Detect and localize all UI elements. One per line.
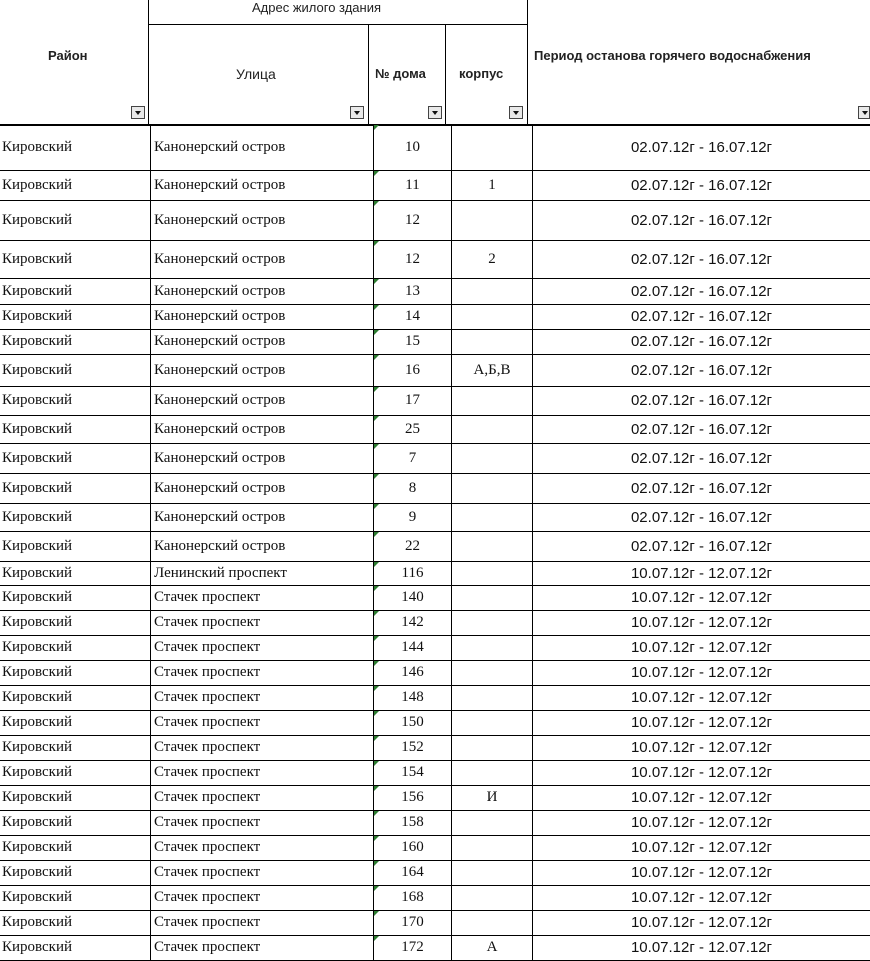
cell-building[interactable] xyxy=(452,415,533,443)
cell-district[interactable]: Кировский xyxy=(0,415,151,443)
cell-district[interactable]: Кировский xyxy=(0,835,151,860)
cell-street[interactable]: Стачек проспект xyxy=(151,610,374,635)
cell-street[interactable]: Стачек проспект xyxy=(151,935,374,960)
table-row[interactable] xyxy=(0,170,870,200)
cell-district[interactable]: Кировский xyxy=(0,635,151,660)
cell-district[interactable]: Кировский xyxy=(0,810,151,835)
cell-street[interactable]: Канонерский остров xyxy=(151,125,374,170)
cell-district[interactable]: Кировский xyxy=(0,585,151,610)
cell-period[interactable]: 02.07.12г - 16.07.12г xyxy=(533,200,870,240)
cell-house-number[interactable]: 7 xyxy=(374,443,452,473)
header-building: корпус xyxy=(459,66,503,81)
filter-building-dropdown[interactable] xyxy=(509,106,523,119)
filter-street-dropdown[interactable] xyxy=(350,106,364,119)
cell-building[interactable] xyxy=(452,443,533,473)
cell-period[interactable]: 02.07.12г - 16.07.12г xyxy=(533,304,870,329)
cell-street[interactable]: Стачек проспект xyxy=(151,760,374,785)
cell-district[interactable]: Кировский xyxy=(0,660,151,685)
cell-street[interactable]: Стачек проспект xyxy=(151,635,374,660)
cell-house-number[interactable]: 168 xyxy=(374,885,452,910)
cell-period[interactable]: 10.07.12г - 12.07.12г xyxy=(533,910,870,935)
cell-building[interactable] xyxy=(452,635,533,660)
cell-street[interactable]: Стачек проспект xyxy=(151,685,374,710)
header-divider xyxy=(148,24,528,25)
data-table xyxy=(0,125,870,961)
table-row[interactable] xyxy=(0,635,870,660)
cell-house-number[interactable]: 152 xyxy=(374,735,452,760)
cell-street[interactable]: Канонерский остров xyxy=(151,531,374,561)
cell-house-number[interactable]: 14 xyxy=(374,304,452,329)
cell-building[interactable] xyxy=(452,531,533,561)
cell-building[interactable] xyxy=(452,473,533,503)
cell-house-number[interactable]: 140 xyxy=(374,585,452,610)
cell-period[interactable]: 10.07.12г - 12.07.12г xyxy=(533,685,870,710)
cell-period[interactable]: 10.07.12г - 12.07.12г xyxy=(533,735,870,760)
cell-period[interactable]: 02.07.12г - 16.07.12г xyxy=(533,170,870,200)
cell-building[interactable] xyxy=(452,835,533,860)
header-period: Период останова горячего водоснабжения xyxy=(534,48,870,63)
table-row[interactable] xyxy=(0,415,870,443)
table-row[interactable] xyxy=(0,735,870,760)
cell-district[interactable]: Кировский xyxy=(0,935,151,960)
cell-house-number[interactable]: 12 xyxy=(374,200,452,240)
cell-district[interactable]: Кировский xyxy=(0,685,151,710)
header-address-group: Адрес жилого здания xyxy=(252,0,381,15)
cell-street[interactable]: Стачек проспект xyxy=(151,710,374,735)
cell-house-number[interactable]: 13 xyxy=(374,278,452,304)
cell-street[interactable]: Ленинский проспект xyxy=(151,561,374,585)
table-row[interactable] xyxy=(0,885,870,910)
cell-street[interactable]: Канонерский остров xyxy=(151,329,374,354)
cell-house-number[interactable]: 144 xyxy=(374,635,452,660)
header-divider xyxy=(148,0,149,125)
table-row[interactable] xyxy=(0,710,870,735)
cell-district[interactable]: Кировский xyxy=(0,760,151,785)
table-row[interactable] xyxy=(0,240,870,278)
cell-period[interactable]: 10.07.12г - 12.07.12г xyxy=(533,635,870,660)
table-row[interactable] xyxy=(0,503,870,531)
cell-house-number[interactable]: 10 xyxy=(374,125,452,170)
header-divider xyxy=(445,24,446,125)
cell-period[interactable]: 10.07.12г - 12.07.12г xyxy=(533,860,870,885)
table-row[interactable] xyxy=(0,354,870,386)
cell-street[interactable]: Стачек проспект xyxy=(151,910,374,935)
cell-house-number[interactable]: 160 xyxy=(374,835,452,860)
cell-house-number[interactable]: 15 xyxy=(374,329,452,354)
cell-street[interactable]: Канонерский остров xyxy=(151,304,374,329)
cell-building[interactable] xyxy=(452,200,533,240)
cell-building[interactable]: 2 xyxy=(452,240,533,278)
cell-period[interactable]: 02.07.12г - 16.07.12г xyxy=(533,443,870,473)
cell-house-number[interactable]: 8 xyxy=(374,473,452,503)
cell-street[interactable]: Стачек проспект xyxy=(151,885,374,910)
cell-district[interactable]: Кировский xyxy=(0,561,151,585)
cell-period[interactable]: 10.07.12г - 12.07.12г xyxy=(533,710,870,735)
table-row[interactable] xyxy=(0,561,870,585)
cell-house-number[interactable]: 150 xyxy=(374,710,452,735)
cell-period[interactable]: 10.07.12г - 12.07.12г xyxy=(533,660,870,685)
filter-district-dropdown[interactable] xyxy=(131,106,145,119)
header-street: Улица xyxy=(236,66,276,82)
cell-street[interactable]: Стачек проспект xyxy=(151,585,374,610)
cell-street[interactable]: Канонерский остров xyxy=(151,503,374,531)
cell-district[interactable]: Кировский xyxy=(0,610,151,635)
table-row[interactable] xyxy=(0,785,870,810)
cell-building[interactable] xyxy=(452,885,533,910)
cell-street[interactable]: Канонерский остров xyxy=(151,386,374,415)
header-divider xyxy=(368,24,369,125)
table-row[interactable] xyxy=(0,443,870,473)
cell-street[interactable]: Канонерский остров xyxy=(151,354,374,386)
cell-period[interactable]: 02.07.12г - 16.07.12г xyxy=(533,503,870,531)
cell-period[interactable]: 02.07.12г - 16.07.12г xyxy=(533,240,870,278)
cell-building[interactable] xyxy=(452,710,533,735)
table-row[interactable] xyxy=(0,329,870,354)
cell-period[interactable]: 10.07.12г - 12.07.12г xyxy=(533,885,870,910)
cell-district[interactable]: Кировский xyxy=(0,503,151,531)
cell-building[interactable]: И xyxy=(452,785,533,810)
table-row[interactable] xyxy=(0,585,870,610)
cell-house-number[interactable]: 16 xyxy=(374,354,452,386)
cell-building[interactable] xyxy=(452,386,533,415)
cell-house-number[interactable]: 12 xyxy=(374,240,452,278)
table-row[interactable] xyxy=(0,278,870,304)
cell-district[interactable]: Кировский xyxy=(0,200,151,240)
cell-period[interactable]: 10.07.12г - 12.07.12г xyxy=(533,810,870,835)
cell-period[interactable]: 02.07.12г - 16.07.12г xyxy=(533,354,870,386)
cell-period[interactable]: 10.07.12г - 12.07.12г xyxy=(533,835,870,860)
cell-house-number[interactable]: 172 xyxy=(374,935,452,960)
cell-building[interactable] xyxy=(452,561,533,585)
header-district: Район xyxy=(48,48,88,63)
table-row[interactable] xyxy=(0,910,870,935)
cell-period[interactable]: 02.07.12г - 16.07.12г xyxy=(533,125,870,170)
cell-building[interactable]: 1 xyxy=(452,170,533,200)
cell-house-number[interactable]: 11 xyxy=(374,170,452,200)
cell-building[interactable] xyxy=(452,503,533,531)
cell-house-number[interactable]: 170 xyxy=(374,910,452,935)
table-row[interactable] xyxy=(0,125,870,170)
cell-building[interactable] xyxy=(452,610,533,635)
cell-building[interactable] xyxy=(452,278,533,304)
table-row[interactable] xyxy=(0,610,870,635)
cell-building[interactable] xyxy=(452,585,533,610)
cell-period[interactable]: 02.07.12г - 16.07.12г xyxy=(533,531,870,561)
cell-district[interactable]: Кировский xyxy=(0,125,151,170)
cell-house-number[interactable]: 164 xyxy=(374,860,452,885)
table-row[interactable] xyxy=(0,304,870,329)
cell-building[interactable] xyxy=(452,685,533,710)
cell-district[interactable]: Кировский xyxy=(0,386,151,415)
cell-period[interactable]: 02.07.12г - 16.07.12г xyxy=(533,329,870,354)
cell-district[interactable]: Кировский xyxy=(0,531,151,561)
cell-street[interactable]: Стачек проспект xyxy=(151,835,374,860)
cell-district[interactable]: Кировский xyxy=(0,443,151,473)
cell-street[interactable]: Стачек проспект xyxy=(151,660,374,685)
cell-period[interactable]: 10.07.12г - 12.07.12г xyxy=(533,585,870,610)
cell-building[interactable] xyxy=(452,304,533,329)
cell-period[interactable]: 10.07.12г - 12.07.12г xyxy=(533,610,870,635)
table-row[interactable] xyxy=(0,835,870,860)
cell-district[interactable]: Кировский xyxy=(0,278,151,304)
cell-street[interactable]: Стачек проспект xyxy=(151,735,374,760)
cell-street[interactable]: Стачек проспект xyxy=(151,860,374,885)
table-row[interactable] xyxy=(0,200,870,240)
header-house-number: № дома xyxy=(375,66,426,81)
cell-period[interactable]: 10.07.12г - 12.07.12г xyxy=(533,935,870,960)
cell-street[interactable]: Канонерский остров xyxy=(151,443,374,473)
table-row[interactable] xyxy=(0,860,870,885)
cell-district[interactable]: Кировский xyxy=(0,354,151,386)
cell-house-number[interactable]: 156 xyxy=(374,785,452,810)
cell-house-number[interactable]: 17 xyxy=(374,386,452,415)
cell-period[interactable]: 02.07.12г - 16.07.12г xyxy=(533,386,870,415)
cell-district[interactable]: Кировский xyxy=(0,710,151,735)
cell-street[interactable]: Канонерский остров xyxy=(151,473,374,503)
table-row[interactable] xyxy=(0,935,870,960)
cell-district[interactable]: Кировский xyxy=(0,240,151,278)
table-row[interactable] xyxy=(0,660,870,685)
cell-house-number[interactable]: 158 xyxy=(374,810,452,835)
table-row[interactable] xyxy=(0,531,870,561)
cell-building[interactable]: А,Б,В xyxy=(452,354,533,386)
cell-period[interactable]: 02.07.12г - 16.07.12г xyxy=(533,278,870,304)
cell-street[interactable]: Канонерский остров xyxy=(151,240,374,278)
cell-house-number[interactable]: 9 xyxy=(374,503,452,531)
cell-house-number[interactable]: 142 xyxy=(374,610,452,635)
cell-street[interactable]: Канонерский остров xyxy=(151,415,374,443)
cell-house-number[interactable]: 148 xyxy=(374,685,452,710)
cell-building[interactable] xyxy=(452,910,533,935)
cell-district[interactable]: Кировский xyxy=(0,860,151,885)
filter-house-dropdown[interactable] xyxy=(428,106,442,119)
cell-building[interactable] xyxy=(452,735,533,760)
table-row[interactable] xyxy=(0,810,870,835)
cell-building[interactable]: А xyxy=(452,935,533,960)
cell-street[interactable]: Стачек проспект xyxy=(151,785,374,810)
cell-period[interactable]: 10.07.12г - 12.07.12г xyxy=(533,785,870,810)
cell-house-number[interactable]: 22 xyxy=(374,531,452,561)
cell-district[interactable]: Кировский xyxy=(0,885,151,910)
cell-street[interactable]: Стачек проспект xyxy=(151,810,374,835)
cell-building[interactable] xyxy=(452,660,533,685)
filter-period-dropdown[interactable] xyxy=(858,106,870,119)
table-row[interactable] xyxy=(0,760,870,785)
cell-period[interactable]: 02.07.12г - 16.07.12г xyxy=(533,473,870,503)
cell-house-number[interactable]: 116 xyxy=(374,561,452,585)
cell-district[interactable]: Кировский xyxy=(0,785,151,810)
cell-district[interactable]: Кировский xyxy=(0,910,151,935)
cell-district[interactable]: Кировский xyxy=(0,170,151,200)
cell-street[interactable]: Канонерский остров xyxy=(151,278,374,304)
cell-house-number[interactable]: 146 xyxy=(374,660,452,685)
cell-house-number[interactable]: 154 xyxy=(374,760,452,785)
cell-district[interactable]: Кировский xyxy=(0,304,151,329)
cell-period[interactable]: 10.07.12г - 12.07.12г xyxy=(533,760,870,785)
cell-house-number[interactable]: 25 xyxy=(374,415,452,443)
table-row[interactable] xyxy=(0,685,870,710)
cell-district[interactable]: Кировский xyxy=(0,329,151,354)
cell-building[interactable] xyxy=(452,810,533,835)
cell-period[interactable]: 02.07.12г - 16.07.12г xyxy=(533,415,870,443)
cell-building[interactable] xyxy=(452,860,533,885)
cell-district[interactable]: Кировский xyxy=(0,473,151,503)
cell-period[interactable]: 10.07.12г - 12.07.12г xyxy=(533,561,870,585)
cell-building[interactable] xyxy=(452,329,533,354)
header-divider xyxy=(527,0,528,125)
cell-district[interactable]: Кировский xyxy=(0,735,151,760)
cell-street[interactable]: Канонерский остров xyxy=(151,200,374,240)
cell-building[interactable] xyxy=(452,760,533,785)
cell-street[interactable]: Канонерский остров xyxy=(151,170,374,200)
cell-building[interactable] xyxy=(452,125,533,170)
table-row[interactable] xyxy=(0,473,870,503)
table-row[interactable] xyxy=(0,386,870,415)
